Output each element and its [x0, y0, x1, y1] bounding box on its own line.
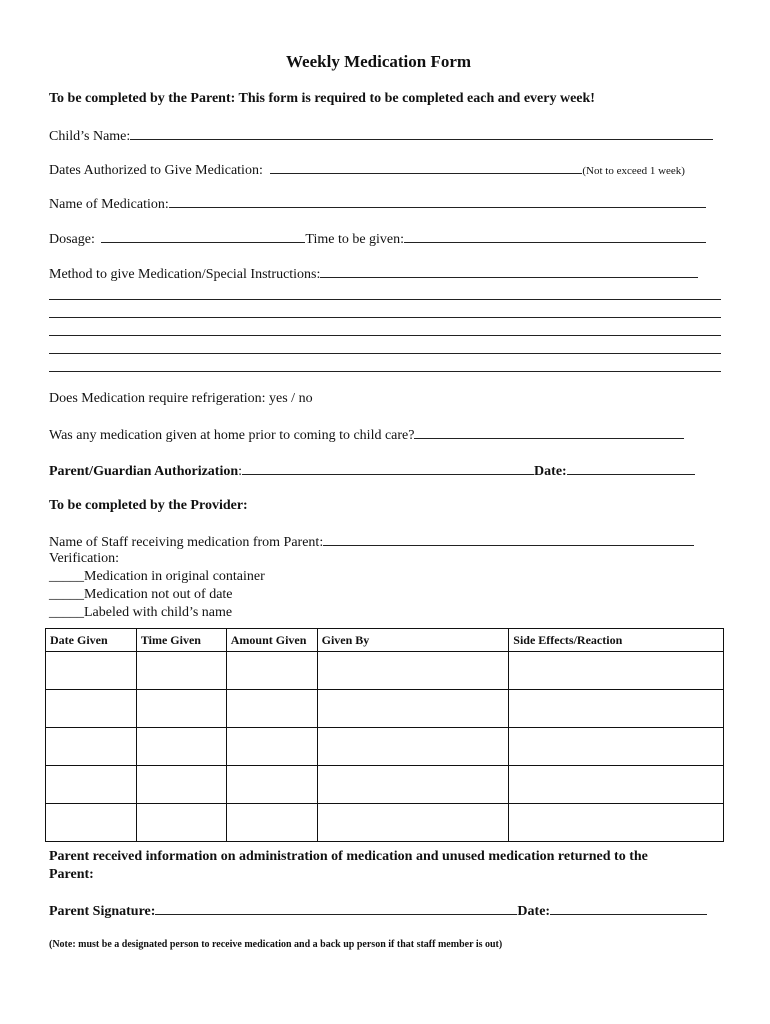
authorization-date-field[interactable]: [567, 462, 695, 475]
table-header-row: [46, 629, 724, 652]
instructions-line[interactable]: [49, 353, 721, 354]
dates-field[interactable]: [270, 161, 582, 174]
verification-blank[interactable]: _____: [49, 569, 84, 584]
parent-received-text-cont: Parent:: [49, 867, 94, 882]
parent-authorization-colon: :: [238, 464, 243, 479]
column-header-given-by: Given By: [317, 629, 509, 652]
verification-item-label: Labeled with child’s name: [84, 605, 233, 620]
table-cell[interactable]: [509, 804, 724, 842]
staff-label: Name of Staff receiving medication from Parent:: [49, 535, 324, 550]
childs-name-field[interactable]: [130, 127, 713, 140]
medication-name-label: Name of Medication:: [49, 197, 169, 212]
childs-name-label: Child’s Name:: [49, 129, 131, 144]
column-header-time-given: Time Given: [136, 629, 226, 652]
verification-blank[interactable]: _____: [49, 587, 84, 602]
dosage-row: [49, 230, 706, 248]
table-cell[interactable]: [226, 728, 317, 766]
parent-signature-row: [49, 902, 707, 920]
table-row: [46, 728, 724, 766]
table-cell[interactable]: [317, 766, 509, 804]
table-cell[interactable]: [509, 728, 724, 766]
table-cell[interactable]: [46, 652, 137, 690]
verification-item: [49, 605, 232, 621]
instructions-line[interactable]: [49, 371, 721, 372]
method-row: [49, 265, 698, 283]
table-row: [46, 690, 724, 728]
table-cell[interactable]: [136, 690, 226, 728]
table-cell[interactable]: [136, 728, 226, 766]
signature-date-field[interactable]: [550, 902, 707, 915]
table-cell[interactable]: [226, 766, 317, 804]
parent-signature-label: Parent Signature:: [49, 904, 156, 919]
instructions-line[interactable]: [49, 299, 721, 300]
staff-row: [49, 533, 694, 551]
table-cell[interactable]: [226, 690, 317, 728]
column-header-side-effects: Side Effects/Reaction: [509, 629, 724, 652]
dates-row: [49, 161, 685, 179]
dates-note: (Not to exceed 1 week): [582, 165, 685, 177]
home-medication-row: [49, 426, 684, 444]
table-cell[interactable]: [46, 804, 137, 842]
home-medication-label: Was any medication given at home prior to coming to child care?: [49, 428, 415, 443]
verification-item-label: Medication in original container: [84, 569, 265, 584]
parent-received-text: Parent received information on administration of medication and unused medication returned to the: [49, 849, 648, 864]
table-cell[interactable]: [46, 690, 137, 728]
verification-item-label: Medication not out of date: [84, 587, 233, 602]
staff-field[interactable]: [323, 533, 694, 546]
table-cell[interactable]: [317, 652, 509, 690]
medication-log-table: [45, 628, 724, 842]
home-medication-field[interactable]: [414, 426, 684, 439]
table-cell[interactable]: [136, 766, 226, 804]
table-cell[interactable]: [226, 804, 317, 842]
column-header-date-given: Date Given: [46, 629, 137, 652]
instructions-line[interactable]: [49, 335, 721, 336]
verification-item: [49, 569, 265, 585]
footer-note: (Note: must be a designated person to receive medication and a back up person if that staff member is out): [49, 939, 503, 950]
signature-date-label: Date:: [517, 904, 551, 919]
method-label: Method to give Medication/Special Instructions:: [49, 267, 321, 282]
parent-signature-field[interactable]: [155, 902, 517, 915]
verification-label: Verification:: [49, 551, 119, 566]
form-title: Weekly Medication Form: [286, 52, 472, 71]
table-cell[interactable]: [509, 766, 724, 804]
refrigeration-question: Does Medication require refrigeration: yes / no: [49, 391, 313, 406]
dosage-field[interactable]: [101, 230, 305, 243]
medication-name-row: [49, 195, 706, 213]
parent-authorization-field[interactable]: [242, 462, 534, 475]
provider-heading: To be completed by the Provider:: [49, 498, 248, 513]
table-cell[interactable]: [317, 804, 509, 842]
table-row: [46, 766, 724, 804]
table-cell[interactable]: [317, 690, 509, 728]
table-cell[interactable]: [46, 728, 137, 766]
table-cell[interactable]: [46, 766, 137, 804]
table-cell[interactable]: [317, 728, 509, 766]
table-cell[interactable]: [509, 652, 724, 690]
column-header-amount-given: Amount Given: [226, 629, 317, 652]
parent-authorization-row: [49, 462, 695, 480]
table-cell[interactable]: [226, 652, 317, 690]
verification-item: [49, 587, 233, 603]
table-cell[interactable]: [136, 804, 226, 842]
dates-label: Dates Authorized to Give Medication:: [49, 163, 263, 178]
instructions-line[interactable]: [49, 317, 721, 318]
table-cell[interactable]: [136, 652, 226, 690]
table-row: [46, 652, 724, 690]
dosage-label: Dosage:: [49, 232, 95, 247]
table-cell[interactable]: [509, 690, 724, 728]
medication-name-field[interactable]: [169, 195, 706, 208]
parent-instructions: To be completed by the Parent: This form is required to be completed each and every week!: [49, 91, 595, 106]
table-row: [46, 804, 724, 842]
verification-blank[interactable]: _____: [49, 605, 84, 620]
parent-authorization-label: Parent/Guardian Authorization: [49, 464, 239, 479]
childs-name-row: [49, 127, 713, 145]
method-field[interactable]: [320, 265, 698, 278]
authorization-date-label: Date:: [534, 464, 567, 479]
time-label: Time to be given:: [305, 232, 405, 247]
time-field[interactable]: [404, 230, 706, 243]
